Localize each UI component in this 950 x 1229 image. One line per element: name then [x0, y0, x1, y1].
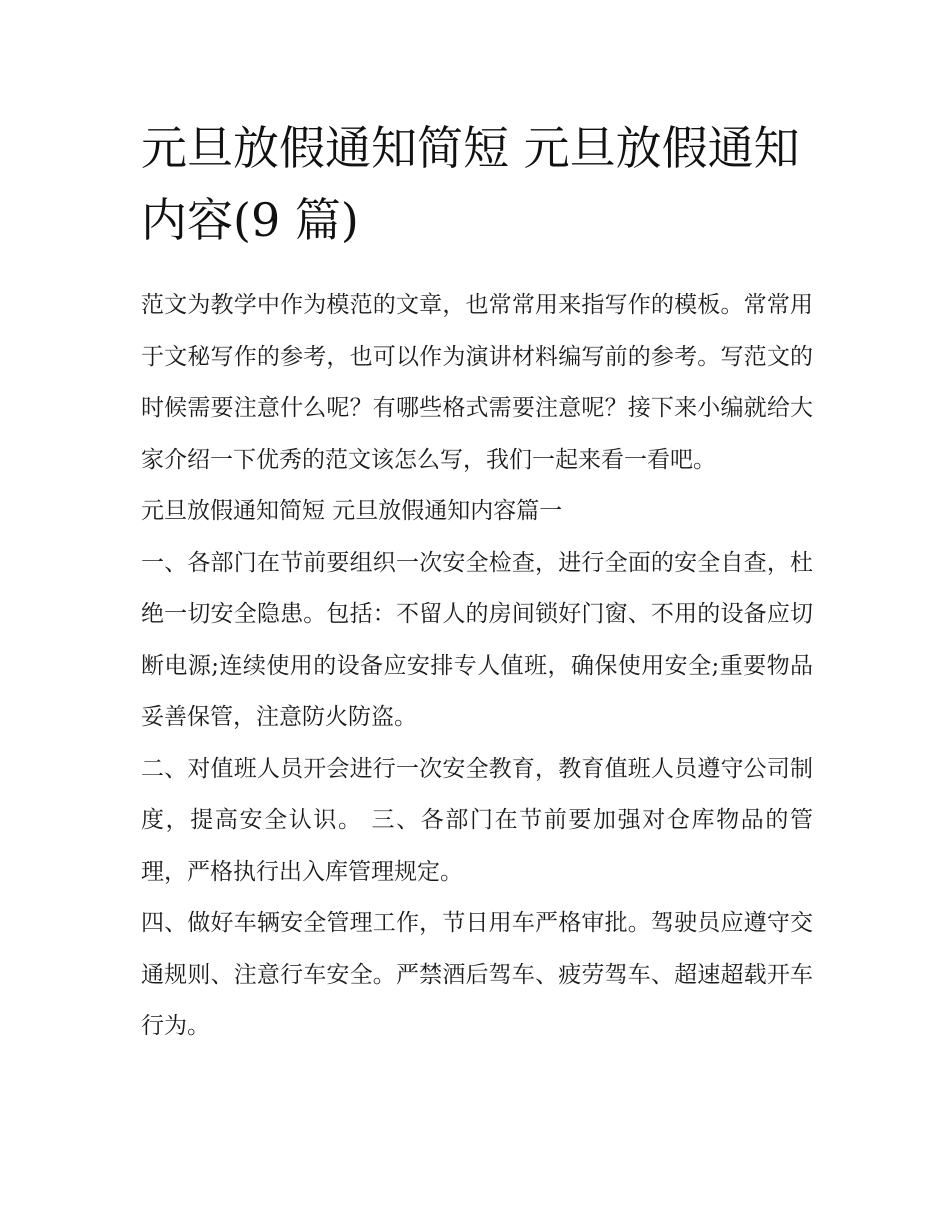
document-page	[141, 112, 813, 1053]
section-heading: 元旦放假通知简短 元旦放假通知内容篇一	[141, 498, 563, 524]
item-paragraph-2: 二、对值班人员开会进行一次安全教育，教育值班人员遵守公司制度，提高安全认识。 三、各部门在节前要加强对仓库物品的管理，严格执行出入库管理规定。	[141, 755, 813, 885]
document-title: 元旦放假通知简短 元旦放假通知内容(9 篇)	[141, 121, 800, 247]
intro-paragraph: 范文为教学中作为模范的文章，也常常用来指写作的模板。常常用于文秘写作的参考，也可以作为演讲材料编写前的参考。写范文的时候需要注意什么呢？有哪些格式需要注意呢？接下来小编就给大家介绍一下优秀的范文该怎么写，我们一起来看一看吧。	[141, 292, 813, 473]
item-paragraph-1: 一、各部门在节前要组织一次安全检查，进行全面的安全自查，杜绝一切安全隐患。包括：不留人的房间锁好门窗、不用的设备应切断电源;连续使用的设备应安排专人值班，确保使用安全;重要物品妥善保管，注意防火防盗。	[141, 549, 813, 730]
item-paragraph-4: 四、做好车辆安全管理工作，节日用车严格审批。驾驶员应遵守交通规则、注意行车安全。严禁酒后驾车、疲劳驾车、超速超载开车行为。	[141, 910, 813, 1039]
